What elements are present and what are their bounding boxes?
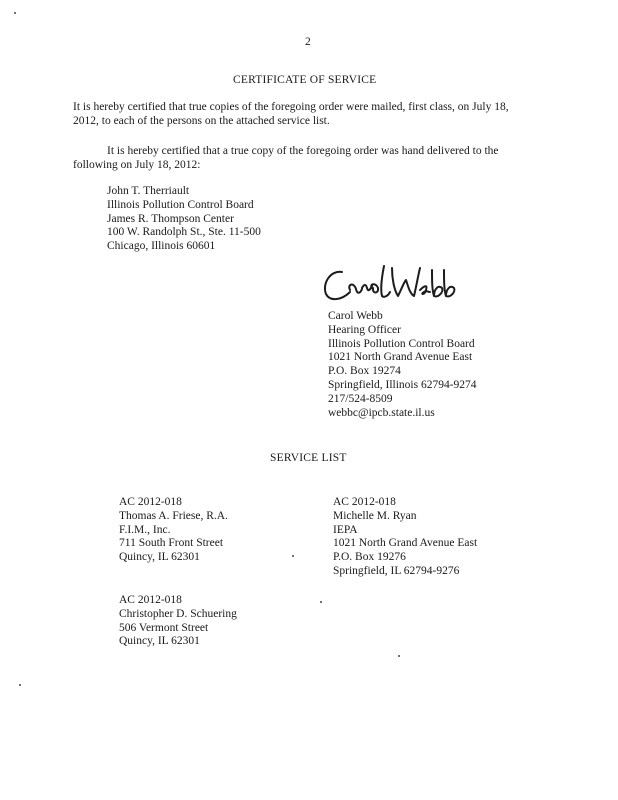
paragraph-line: following on July 18, 2012: xyxy=(73,158,201,171)
paragraph-line: It is hereby certified that true copies of the foregoing order were mailed, first class, on July 18, xyxy=(73,101,509,113)
certificate-paragraph-mail xyxy=(73,101,509,128)
service-list-entry xyxy=(119,594,237,649)
entry-line: Christopher D. Schuering xyxy=(119,607,237,620)
entry-line: Springfield, IL 62794-9276 xyxy=(333,564,460,577)
address-line: Illinois Pollution Control Board xyxy=(107,198,254,211)
address-line: John T. Therriault xyxy=(107,185,190,197)
paragraph-line: 2012, to each of the persons on the attached service list. xyxy=(73,114,330,127)
service-list-entry xyxy=(333,496,477,579)
service-list-entry xyxy=(119,496,228,565)
page-number: 2 xyxy=(305,36,311,48)
signer-phone: 217/524-8509 xyxy=(328,392,393,405)
scan-speck xyxy=(320,601,322,603)
case-number: AC 2012-018 xyxy=(119,496,182,508)
case-number: AC 2012-018 xyxy=(333,496,396,508)
entry-line: 506 Vermont Street xyxy=(119,621,209,634)
address-line: Chicago, Illinois 60601 xyxy=(107,240,216,253)
signer-line: Springfield, Illinois 62794-9274 xyxy=(328,378,477,391)
address-line: 100 W. Randolph St., Ste. 11-500 xyxy=(107,226,261,239)
service-list-title: SERVICE LIST xyxy=(270,452,347,464)
signer-email: webbc@ipcb.state.il.us xyxy=(328,406,435,419)
signer-line: Illinois Pollution Control Board xyxy=(328,337,475,350)
scan-speck xyxy=(398,655,400,657)
entry-line: Michelle M. Ryan xyxy=(333,509,417,522)
signer-line: P.O. Box 19274 xyxy=(328,365,401,378)
signer-title: Hearing Officer xyxy=(328,323,401,336)
address-line: James R. Thompson Center xyxy=(107,212,234,225)
hand-delivery-address xyxy=(107,185,261,254)
scan-speck xyxy=(292,555,294,557)
entry-line: P.O. Box 19276 xyxy=(333,551,406,564)
paragraph-line: It is hereby certified that a true copy of the foregoing order was hand delivered to the xyxy=(107,145,499,157)
scan-speck xyxy=(14,12,16,14)
entry-line: 1021 North Grand Avenue East xyxy=(333,537,478,550)
signer-line: 1021 North Grand Avenue East xyxy=(328,351,473,364)
entry-line: F.I.M., Inc. xyxy=(119,523,171,536)
entry-line: Quincy, IL 62301 xyxy=(119,551,200,564)
certificate-title: CERTIFICATE OF SERVICE xyxy=(233,74,377,86)
certificate-paragraph-hand-delivery xyxy=(73,145,499,172)
signer-block xyxy=(328,310,477,420)
scan-speck xyxy=(19,684,21,686)
entry-line: 711 South Front Street xyxy=(119,537,224,550)
entry-line: Quincy, IL 62301 xyxy=(119,635,200,648)
case-number: AC 2012-018 xyxy=(119,594,182,606)
signer-name: Carol Webb xyxy=(328,310,383,322)
handwritten-signature xyxy=(320,262,460,306)
entry-line: IEPA xyxy=(333,523,358,536)
entry-line: Thomas A. Friese, R.A. xyxy=(119,509,228,522)
signature-graphic xyxy=(320,262,460,306)
